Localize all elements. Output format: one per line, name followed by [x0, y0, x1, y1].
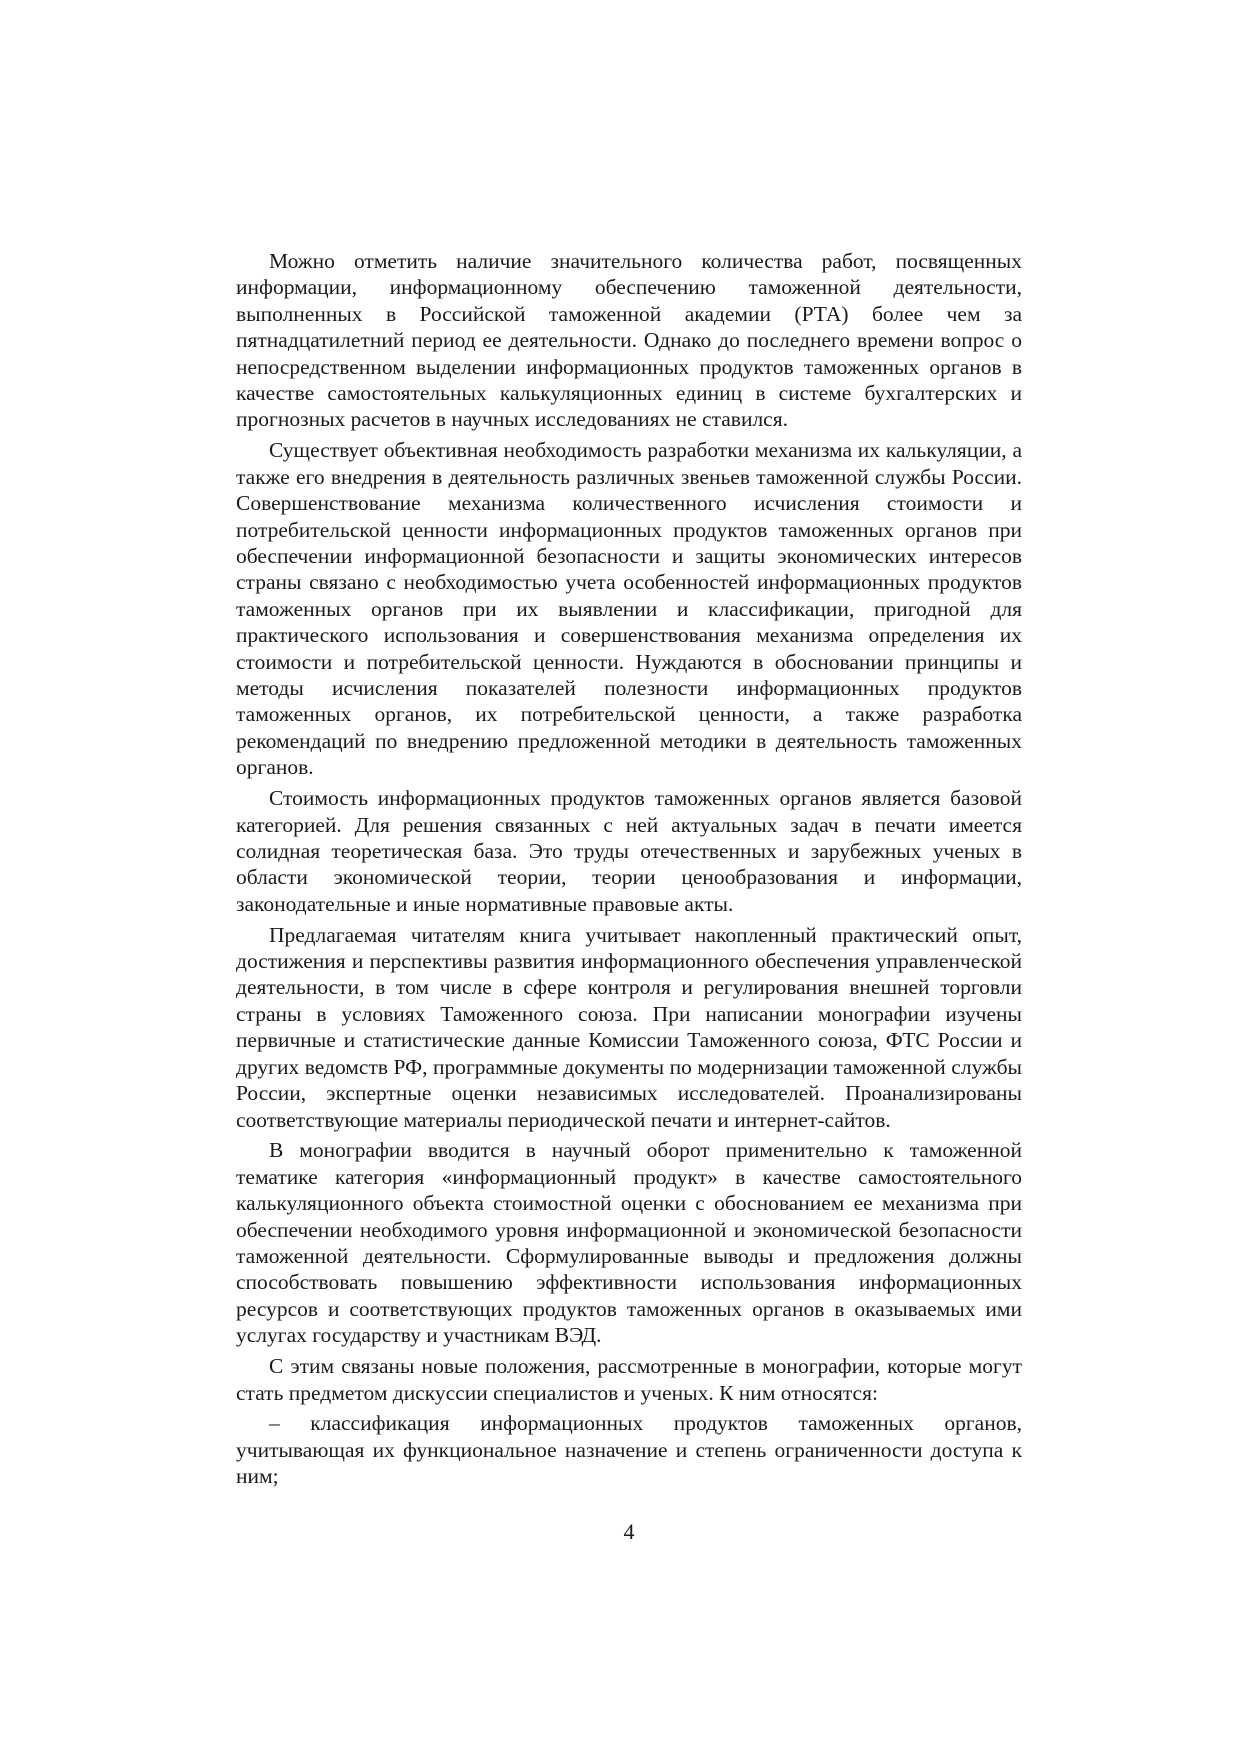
body-text	[236, 248, 1022, 1490]
paragraph-book-overview: Предлагаемая читателям книга учитывает накопленный практический опыт, достижения и перспективы развития информационного обеспечения управленческой деятельности, в том числе в сфере контроля и регулирования внешней торговли страны в условиях Таможенного союза. При написании монографии изучены первичные и статистические данные Комиссии Таможенного союза, ФТС России и других ведомств РФ, программные документы по модернизации таможенной службы России, экспертные оценки независимых исследователей. Проанализированы соответствующие материалы периодической печати и интернет-сайтов.	[236, 922, 1022, 1132]
paragraph-monograph-contribution: В монографии вводится в научный оборот применительно к таможенной тематике категория «информационный продукт» в качестве самостоятельного калькуляционного объекта стоимостной оценки с обоснованием ее механизма при обеспечении необходимого уровня информационной и экономической безопасности таможенной деятельности. Сформулированные выводы и предложения должны способствовать повышению эффективности использования информационных ресурсов и соответствующих продуктов таможенных органов в оказываемых ими услугах государству и участникам ВЭД.	[236, 1138, 1022, 1348]
page-number: 4	[623, 1519, 635, 1544]
paragraph-prior-research: Можно отметить наличие значительного количества работ, посвященных информации, информационному обеспечению таможенной деятельности, выполненных в Российской таможенной академии (РТА) более чем за пятнадцатилетний период ее деятельности. Однако до последнего времени вопрос о непосредственном выделении информационных продуктов таможенных органов в качестве самостоятельных калькуляционных единиц в системе бухгалтерских и прогнозных расчетов в научных исследованиях не ставился.	[236, 249, 1022, 432]
list-item-classification: – классификация информационных продуктов таможенных органов, учитывающая их функциональное назначение и степень ограниченности доступа к ним;	[236, 1411, 1022, 1489]
paragraph-new-provisions: С этим связаны новые положения, рассмотренные в монографии, которые могут стать предметом дискуссии специалистов и ученых. К ним относятся:	[236, 1354, 1022, 1405]
paragraph-calculation-need: Существует объективная необходимость разработки механизма их калькуляции, а также его внедрения в деятельность различных звеньев таможенной службы России. Совершенствование механизма количественного исчисления стоимости и потребительской ценности информационных продуктов таможенных органов при обеспечении информационной безопасности и защиты экономических интересов страны связано с необходимостью учета особенностей информационных продуктов таможенных органов при их выявлении и классификации, пригодной для практического использования и совершенствования механизма определения их стоимости и потребительской ценности. Нуждаются в обосновании принципы и методы исчисления показателей полезности информационных продуктов таможенных органов, их потребительской ценности, а также разработка рекомендаций по внедрению предложенной методики в деятельность таможенных органов.	[236, 438, 1022, 780]
paragraph-cost-category: Стоимость информационных продуктов таможенных органов является базовой категорией. Для решения связанных с ней актуальных задач в печати имеется солидная теоретическая база. Это труды отечественных и зарубежных ученых в области экономической теории, теории ценообразования и информации, законодательные и иные нормативные правовые акты.	[236, 786, 1022, 916]
